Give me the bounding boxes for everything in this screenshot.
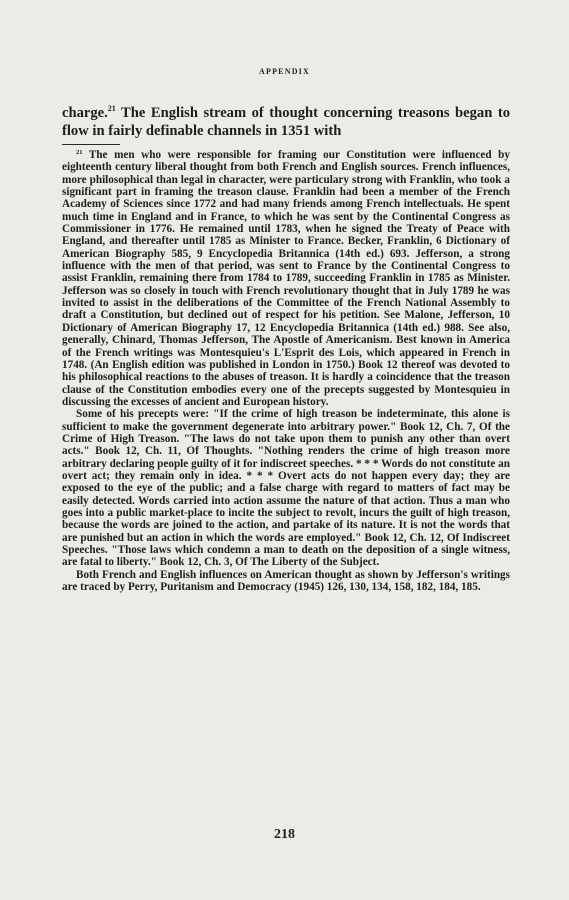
footnote-paragraph-text: Some of his precepts were: "If the crime of high treason be indeterminate, this alone is sufficient to make the government degenerate into arbitrary power." Book 12, Ch. 7, Of the Crime of High Treason. "The laws do not take upon them to punish any other than overt acts." Book 12, Ch. 11, Of Thoughts. "Nothing renders the crime of high treason more arbitrary declaring people guilty of it for indiscreet speeches. * * * Words do not constitute an overt act; they remain only in idea. * * * Overt acts do not happen every day; they are exposed to the eye of the public; and a false charge with regard to matters of fact may be easily detected. Words carried into action assume the nature of that action. Thus a man who goes into a public market-place to incite the subject to revolt, incurs the guilt of high treason, because the words are joined to the action, and partake of its nature. It is not the words that are punished but an action in which the words are employed." Book 12, Ch. 12, Of Indiscreet Speeches. "Those laws which condemn a man to death on the deposition of a single witness, are fatal to liberty." Book 12, Ch. 3, Of The Liberty of the Subject. [62,408,510,569]
body-text-rest: The English stream of thought concerning treasons began to flow in fairly definable channels in 1351 with [62,105,510,139]
footnote-reference: 21 [107,104,116,113]
footnote-paragraph-text: The men who were responsible for framing our Constitution were influenced by eighteenth century liberal thought from both French and English sources. French influences, more philosophical than legal in character, were particulary strong with Franklin, who took a significant part in framing the treason clause. Franklin had been a member of the French Academy of Sciences since 1772 and had many friends among French intellectuals. He spent much time in England and in France, to which he was sent by the Continental Congress as Commissioner in 1776. He remained until 1783, when he signed the Treaty of Peace with England, and thereafter until 1785 as Minister to France. Becker, Franklin, 6 Dictionary of American Biography 585, 9 Encyclopedia Britannica (14th ed.) 693. Jefferson, a strong influence with the men of that period, was sent to France by the Continental Congress to assist Franklin, remaining there from 1784 to 1789, succeeding Franklin in 1785 as Minister. Jefferson was so closely in touch with French revolutionary thought that in July 1789 he was invited to assist in the deliberations of the Committee of the French National Assembly to draft a Constitution, but declined out of respect for his petition. See Malone, Jefferson, 10 Dictionary of American Biography 17, 12 Encyclopedia Britannica (14th ed.) 988. See also, generally, Chinard, Thomas Jefferson, The Apostle of Americanism. Best known in America of the French writings was Montesquieu's L'Esprit des Lois, which appeared in French in 1748. (An English edition was published in London in 1750.) Book 12 thereof was devoted to his philosophical reactions to the abuses of treason. It is hardly a coincidence that the treason clause of the Constitution embodies every one of the precepts suggested by Montesquieu in discussing the excesses of ancient and European history. [62,149,510,408]
body-text [62,104,510,140]
footnote-paragraph [62,569,510,594]
footnote-paragraph [62,408,510,568]
footnote-block [62,149,510,593]
page-number: 218 [274,827,295,842]
body-text-lead: charge. [62,105,108,121]
footnote-paragraph-text: Both French and English influences on American thought as shown by Jefferson's writings are traced by Perry, Puritanism and Democracy (1945) 126, 130, 134, 158, 182, 184, 185. [62,568,510,594]
footnote-separator-rule [62,144,120,145]
footnote-marker: 21 [76,149,83,156]
running-head: APPENDIX [259,67,310,76]
footnote-paragraph [62,149,510,408]
